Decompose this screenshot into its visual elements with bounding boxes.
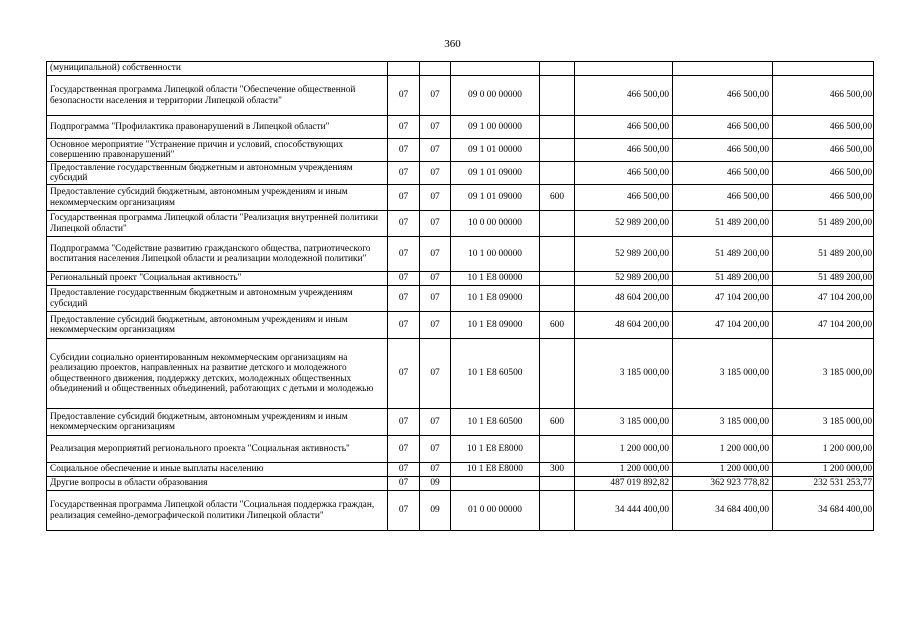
row-section: 07 — [388, 237, 420, 272]
row-target-article: 10 1 E8 E8000 — [451, 436, 540, 463]
row-subsection: 07 — [420, 409, 451, 436]
row-subsection: 07 — [420, 162, 451, 185]
table-row — [47, 339, 874, 409]
row-sum-year-2 — [673, 62, 773, 76]
row-sum-year-1: 48 604 200,00 — [575, 286, 673, 312]
row-section: 07 — [388, 491, 420, 531]
row-sum-year-2: 3 185 000,00 — [673, 339, 773, 409]
row-sum-year-2: 51 489 200,00 — [673, 237, 773, 272]
row-name: Государственная программа Липецкой области "Социальная поддержка граждан, реализация семейно-демографической политики Липецкой области" — [47, 491, 388, 531]
table-row — [47, 436, 874, 463]
row-expense-kind — [540, 491, 575, 531]
row-name: Региональный проект "Социальная активность" — [47, 272, 388, 286]
row-sum-year-1: 466 500,00 — [575, 185, 673, 211]
row-sum-year-3: 51 489 200,00 — [773, 237, 874, 272]
row-subsection: 07 — [420, 312, 451, 339]
row-sum-year-1: 3 185 000,00 — [575, 339, 673, 409]
row-sum-year-3: 47 104 200,00 — [773, 312, 874, 339]
row-sum-year-3: 466 500,00 — [773, 185, 874, 211]
table-row — [47, 185, 874, 211]
row-name: Социальное обеспечение и иные выплаты населению — [47, 463, 388, 477]
row-sum-year-1: 1 200 000,00 — [575, 463, 673, 477]
row-expense-kind — [540, 139, 575, 162]
row-subsection: 07 — [420, 139, 451, 162]
row-subsection: 09 — [420, 477, 451, 491]
row-sum-year-1 — [575, 62, 673, 76]
table-row — [47, 211, 874, 237]
row-sum-year-1: 466 500,00 — [575, 139, 673, 162]
row-subsection — [420, 62, 451, 76]
table-row — [47, 463, 874, 477]
row-subsection: 07 — [420, 463, 451, 477]
row-target-article: 10 1 E8 09000 — [451, 312, 540, 339]
row-section: 07 — [388, 139, 420, 162]
row-sum-year-1: 34 444 400,00 — [575, 491, 673, 531]
row-target-article: 10 1 E8 60500 — [451, 409, 540, 436]
row-target-article: 09 1 01 09000 — [451, 185, 540, 211]
row-sum-year-3: 466 500,00 — [773, 162, 874, 185]
page-number: 360 — [444, 38, 461, 50]
row-target-article: 10 0 00 00000 — [451, 211, 540, 237]
row-name: Субсидии социально ориентированным некоммерческим организациям на реализацию проектов, направленных на развитие детского и молодежного общественного движения, поддержку детских, молодежных общественных объединений и общественных объединений, работающих с детьми и молодежью — [47, 339, 388, 409]
table-row — [47, 237, 874, 272]
row-name: Предоставление субсидий бюджетным, автономным учреждениям и иным некоммерческим организациям — [47, 409, 388, 436]
row-expense-kind — [540, 477, 575, 491]
row-subsection: 07 — [420, 272, 451, 286]
row-target-article: 01 0 00 00000 — [451, 491, 540, 531]
row-sum-year-1: 48 604 200,00 — [575, 312, 673, 339]
row-expense-kind: 300 — [540, 463, 575, 477]
table-row — [47, 312, 874, 339]
row-name: Подпрограмма "Профилактика правонарушений в Липецкой области" — [47, 116, 388, 139]
table-row — [47, 116, 874, 139]
row-sum-year-1: 466 500,00 — [575, 116, 673, 139]
row-sum-year-3: 466 500,00 — [773, 139, 874, 162]
row-target-article — [451, 477, 540, 491]
table-body — [47, 62, 874, 531]
table-row — [47, 62, 874, 76]
row-subsection: 07 — [420, 339, 451, 409]
row-expense-kind — [540, 286, 575, 312]
table-row — [47, 76, 874, 116]
row-name: Реализация мероприятий регионального проекта "Социальная активность" — [47, 436, 388, 463]
row-sum-year-2: 51 489 200,00 — [673, 211, 773, 237]
row-section: 07 — [388, 463, 420, 477]
row-name: (муниципальной) собственности — [47, 62, 388, 76]
row-sum-year-2: 466 500,00 — [673, 116, 773, 139]
row-expense-kind — [540, 339, 575, 409]
row-sum-year-2: 362 923 778,82 — [673, 477, 773, 491]
row-section: 07 — [388, 185, 420, 211]
row-section: 07 — [388, 339, 420, 409]
table-row — [47, 162, 874, 185]
row-section: 07 — [388, 162, 420, 185]
row-section — [388, 62, 420, 76]
row-subsection: 07 — [420, 436, 451, 463]
row-sum-year-2: 466 500,00 — [673, 162, 773, 185]
row-sum-year-3: 51 489 200,00 — [773, 272, 874, 286]
row-target-article — [451, 62, 540, 76]
row-name: Предоставление субсидий бюджетным, автономным учреждениям и иным некоммерческим организациям — [47, 312, 388, 339]
row-expense-kind: 600 — [540, 185, 575, 211]
row-sum-year-3: 232 531 253,77 — [773, 477, 874, 491]
row-name: Предоставление субсидий бюджетным, автономным учреждениям и иным некоммерческим организациям — [47, 185, 388, 211]
row-sum-year-2: 47 104 200,00 — [673, 286, 773, 312]
row-expense-kind — [540, 237, 575, 272]
row-name: Предоставление государственным бюджетным и автономным учреждениям субсидий — [47, 286, 388, 312]
row-expense-kind — [540, 116, 575, 139]
row-sum-year-3: 34 684 400,00 — [773, 491, 874, 531]
table-row — [47, 139, 874, 162]
row-sum-year-2: 466 500,00 — [673, 76, 773, 116]
row-sum-year-3: 51 489 200,00 — [773, 211, 874, 237]
table-row — [47, 272, 874, 286]
table-row — [47, 477, 874, 491]
row-expense-kind — [540, 76, 575, 116]
row-target-article: 10 1 E8 60500 — [451, 339, 540, 409]
row-section: 07 — [388, 116, 420, 139]
row-target-article: 10 1 E8 09000 — [451, 286, 540, 312]
row-sum-year-2: 51 489 200,00 — [673, 272, 773, 286]
row-section: 07 — [388, 272, 420, 286]
table-row — [47, 491, 874, 531]
row-section: 07 — [388, 409, 420, 436]
row-section: 07 — [388, 436, 420, 463]
row-sum-year-3: 3 185 000,00 — [773, 409, 874, 436]
row-sum-year-2: 466 500,00 — [673, 139, 773, 162]
row-subsection: 07 — [420, 237, 451, 272]
row-name: Подпрограмма "Содействие развитию гражданского общества, патриотического воспитания населения Липецкой области и реализации молодежной политики" — [47, 237, 388, 272]
row-sum-year-1: 466 500,00 — [575, 162, 673, 185]
row-sum-year-1: 52 989 200,00 — [575, 237, 673, 272]
row-sum-year-3: 3 185 000,00 — [773, 339, 874, 409]
budget-table — [46, 61, 874, 531]
row-sum-year-2: 1 200 000,00 — [673, 436, 773, 463]
row-target-article: 09 1 01 09000 — [451, 162, 540, 185]
row-sum-year-1: 1 200 000,00 — [575, 436, 673, 463]
row-target-article: 10 1 E8 00000 — [451, 272, 540, 286]
row-name: Государственная программа Липецкой области "Реализация внутренней политики Липецкой области" — [47, 211, 388, 237]
row-section: 07 — [388, 312, 420, 339]
row-sum-year-1: 466 500,00 — [575, 76, 673, 116]
row-section: 07 — [388, 477, 420, 491]
row-sum-year-3: 1 200 000,00 — [773, 463, 874, 477]
row-section: 07 — [388, 76, 420, 116]
row-subsection: 07 — [420, 286, 451, 312]
row-target-article: 09 0 00 00000 — [451, 76, 540, 116]
row-sum-year-3 — [773, 62, 874, 76]
row-section: 07 — [388, 286, 420, 312]
row-target-article: 10 1 E8 E8000 — [451, 463, 540, 477]
row-subsection: 07 — [420, 185, 451, 211]
row-target-article: 09 1 01 00000 — [451, 139, 540, 162]
row-expense-kind — [540, 162, 575, 185]
row-sum-year-1: 52 989 200,00 — [575, 211, 673, 237]
row-expense-kind — [540, 436, 575, 463]
row-subsection: 07 — [420, 116, 451, 139]
table-row — [47, 286, 874, 312]
row-name: Основное мероприятие "Устранение причин и условий, способствующих совершению правонарушений" — [47, 139, 388, 162]
row-subsection: 07 — [420, 211, 451, 237]
row-expense-kind — [540, 211, 575, 237]
row-target-article: 09 1 00 00000 — [451, 116, 540, 139]
row-sum-year-2: 3 185 000,00 — [673, 409, 773, 436]
row-sum-year-1: 487 019 892,82 — [575, 477, 673, 491]
row-sum-year-2: 1 200 000,00 — [673, 463, 773, 477]
row-name: Предоставление государственным бюджетным и автономным учреждениям субсидий — [47, 162, 388, 185]
row-sum-year-1: 52 989 200,00 — [575, 272, 673, 286]
row-sum-year-2: 47 104 200,00 — [673, 312, 773, 339]
row-expense-kind — [540, 272, 575, 286]
row-expense-kind: 600 — [540, 409, 575, 436]
row-target-article: 10 1 00 00000 — [451, 237, 540, 272]
row-sum-year-2: 466 500,00 — [673, 185, 773, 211]
table-row — [47, 409, 874, 436]
row-name: Государственная программа Липецкой области "Обеспечение общественной безопасности населения и территории Липецкой области" — [47, 76, 388, 116]
row-subsection: 09 — [420, 491, 451, 531]
row-sum-year-3: 466 500,00 — [773, 116, 874, 139]
row-sum-year-3: 1 200 000,00 — [773, 436, 874, 463]
row-sum-year-3: 466 500,00 — [773, 76, 874, 116]
row-name: Другие вопросы в области образования — [47, 477, 388, 491]
row-section: 07 — [388, 211, 420, 237]
row-sum-year-3: 47 104 200,00 — [773, 286, 874, 312]
row-expense-kind: 600 — [540, 312, 575, 339]
row-subsection: 07 — [420, 76, 451, 116]
row-sum-year-1: 3 185 000,00 — [575, 409, 673, 436]
row-sum-year-2: 34 684 400,00 — [673, 491, 773, 531]
row-expense-kind — [540, 62, 575, 76]
